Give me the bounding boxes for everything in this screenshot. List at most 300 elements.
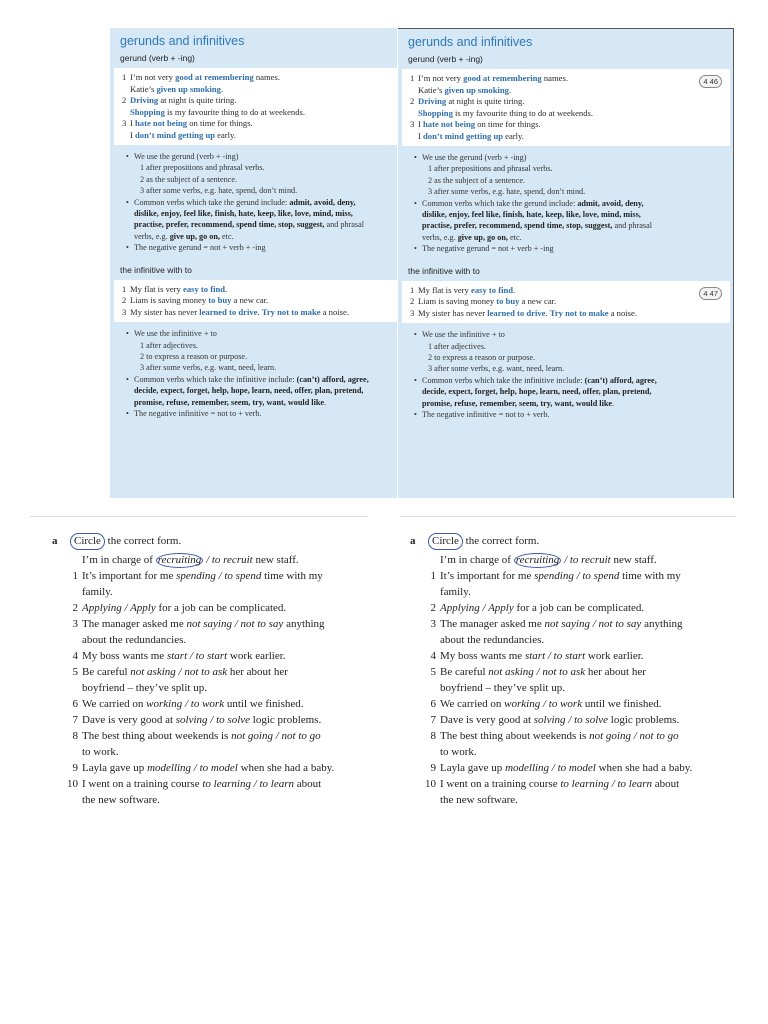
example-sentence [418, 131, 724, 143]
exercise-item [410, 696, 720, 712]
exercise-item [52, 680, 362, 696]
item-text: for a job can be complicated. [155, 602, 287, 614]
highlighted-phrase: good at remembering [463, 73, 542, 83]
example-item [52, 552, 362, 568]
exercise-item [52, 760, 362, 776]
rule-text: The negative gerund = not + verb + -ing [422, 244, 554, 254]
highlighted-phrase: don’t mind getting up [135, 129, 216, 140]
bold-verb-list: (can’t) afford, agree, [296, 374, 369, 384]
gerund-subtitle: gerund (verb + -ing) [120, 53, 195, 63]
answer-option[interactable]: solving / to solve [533, 714, 609, 726]
highlighted-phrase: learned to drive [199, 306, 258, 317]
example-number: 1 [122, 72, 127, 82]
exercise-a-left [52, 530, 362, 808]
example-sentence [122, 72, 397, 84]
item-text: The manager asked me [440, 618, 545, 630]
item-text: family. [440, 586, 471, 598]
answer-option[interactable]: not saying / not to say [544, 618, 642, 630]
rule-subpoint [126, 362, 397, 373]
rule-continuation [126, 385, 397, 396]
item-number: 8 [430, 730, 436, 742]
sentence-text: Katie’s [130, 83, 157, 94]
exercise-item [52, 568, 362, 584]
item-number: 6 [430, 698, 436, 710]
sentence-text: My flat is very [130, 283, 183, 294]
item-text: boyfriend – they’ve split up. [440, 682, 565, 694]
rule-text: The negative gerund = not + verb + -ing [134, 243, 266, 253]
sentence-text: I’m not very [418, 73, 464, 83]
bold-verb-list: practise, prefer, recommend, spend time, stop, suggest, [134, 220, 325, 230]
highlighted-phrase: hate not being [135, 118, 188, 128]
exercise-item [52, 632, 362, 648]
highlighted-phrase: given up smoking [444, 84, 509, 95]
example-number: 1 [122, 283, 127, 294]
infinitive-subtitle: the infinitive with to [408, 265, 480, 276]
example-sentence [410, 96, 724, 108]
bold-verb-list: practise, prefer, recommend, spend time, stop, suggest, [422, 221, 613, 231]
sentence-text: . [225, 283, 228, 294]
answer-option[interactable]: modelling / to model [505, 762, 596, 774]
answer-option[interactable]: to learning / to learn [560, 778, 653, 790]
item-number: 7 [430, 714, 436, 726]
exercise-item [410, 616, 720, 632]
sentence-text: My sister has never [418, 307, 488, 318]
rule-text: Common verbs which take the gerund include: [134, 197, 290, 207]
example-sentence [418, 108, 724, 120]
example-sentence [122, 306, 397, 319]
highlighted-phrase: hate not being [423, 119, 476, 129]
circle-instruction-word: Circle [70, 533, 105, 550]
item-text: The manager asked me [82, 618, 187, 630]
item-text: Be careful [440, 666, 489, 678]
exercise-item [410, 760, 720, 776]
sentence-text: . [257, 306, 262, 317]
example-number: 2 [410, 296, 415, 307]
exercise-item [52, 792, 362, 808]
answer-option[interactable]: spending / to spend [534, 570, 620, 582]
infinitive-examples-box [114, 280, 397, 323]
sentence-text: . [220, 83, 224, 94]
item-text: her about her [585, 666, 646, 678]
rule-text: Common verbs which take the gerund include: [422, 198, 578, 208]
item-text: I’m in charge of [440, 554, 514, 566]
answer-option[interactable]: start / to start [166, 650, 228, 662]
rule-text: We use the gerund (verb + [422, 153, 511, 162]
item-text: The best thing about weekends is [82, 730, 232, 742]
rule-text: The negative infinitive = not to + verb. [134, 409, 262, 418]
item-text: her about her [227, 666, 288, 678]
rule-subpoint [126, 340, 397, 351]
item-text: work earlier. [585, 650, 644, 662]
example-sentence [122, 95, 397, 107]
rule-subpoint [414, 163, 724, 174]
item-text: about [294, 778, 322, 790]
highlighted-phrase: Shopping [130, 106, 165, 117]
highlighted-phrase: easy to find [471, 284, 514, 295]
infinitive-rules [120, 322, 397, 423]
item-text: It’s important for me [440, 570, 535, 582]
item-text: about [652, 778, 680, 790]
example-sentence [410, 307, 724, 320]
sentence-text: Liam is saving money [418, 296, 497, 307]
rule-bullet [414, 329, 724, 340]
exercise-item [410, 632, 720, 648]
answer-option[interactable]: Applying / Apply [82, 602, 156, 614]
item-number: 2 [72, 602, 78, 614]
rule-subpoint [414, 352, 724, 363]
sentence-text: names. [253, 72, 280, 82]
answer-option[interactable]: not going / not to go [589, 730, 679, 742]
highlighted-phrase: Shopping [418, 107, 453, 118]
rule-text: 3 after some verbs, e.g. hate, spend, don’t mind. [428, 187, 586, 197]
rule-bullet [126, 374, 397, 385]
circled-answer[interactable]: recruiting [157, 554, 202, 566]
item-number: 6 [72, 698, 78, 710]
sentence-text: names. [541, 73, 568, 83]
sentence-text: . [508, 84, 512, 95]
sentence-text: . [513, 284, 516, 295]
answer-option[interactable]: / [561, 554, 570, 566]
example-sentence [410, 119, 724, 131]
rule-subpoint [414, 341, 724, 352]
rule-bullet [126, 408, 397, 419]
item-number: 3 [72, 618, 78, 630]
highlighted-phrase: Driving [418, 96, 447, 106]
item-number: 2 [430, 602, 436, 614]
item-text: I went on a training course [440, 778, 561, 790]
item-number: 9 [72, 762, 78, 774]
rule-text: etc. [219, 231, 234, 241]
exercise-item [52, 648, 362, 664]
example-number: 2 [122, 295, 127, 306]
gerund-subtitle: gerund (verb + -ing) [408, 54, 483, 64]
circle-instruction-word: Circle [428, 533, 463, 550]
sentence-text: I’m not very [130, 72, 176, 82]
sentence-text: a new car. [519, 296, 557, 307]
bold-verb-list: decide, expect, forget, help, hope, learn, need, offer, plan, pretend, [134, 386, 364, 396]
answer-option[interactable]: not going / not to go [231, 730, 321, 742]
item-text: My boss wants me [440, 650, 525, 662]
sentence-text: is my favourite thing to do at weekends. [452, 107, 593, 118]
highlighted-phrase: Driving [130, 95, 159, 105]
rule-continuation [414, 386, 724, 397]
rule-text: and phrasal [324, 220, 364, 230]
item-text: Dave is very good at [440, 714, 534, 726]
item-text: until we finished. [582, 698, 662, 710]
item-text: I went on a training course [82, 778, 203, 790]
example-sentence [130, 107, 397, 119]
exercise-item [52, 584, 362, 600]
example-sentence [122, 295, 397, 307]
item-text: new staff. [610, 554, 657, 566]
example-number: 3 [410, 119, 415, 129]
sentence-text: on time for things. [475, 119, 541, 129]
divider-line [400, 516, 736, 517]
infinitive-rules [408, 323, 724, 424]
rule-text: 3 after some verbs, e.g. want, need, learn. [428, 364, 565, 374]
rule-continuation [126, 397, 397, 408]
grammar-inner [398, 33, 734, 424]
bold-verb-list: dislike, enjoy, feel like, finish, hate, keep, like, love, mind, miss, [422, 210, 641, 220]
highlighted-phrase: to buy [496, 296, 520, 307]
answer-option[interactable]: to learning / to learn [202, 778, 295, 790]
rule-text: 3 after some verbs, e.g. hate, spend, don’t mind. [140, 186, 298, 196]
rule-bullet [126, 151, 397, 162]
item-number: 3 [430, 618, 436, 630]
exercise-item [410, 728, 720, 744]
rule-text: -ing [510, 153, 524, 162]
sentence-text: My flat is very [418, 284, 471, 295]
exercise-a-right [410, 530, 720, 808]
rule-subpoint [414, 363, 724, 374]
example-number: 2 [410, 96, 415, 106]
example-sentence [418, 85, 724, 97]
grammar-panel-full [398, 28, 734, 498]
exercise-item [410, 776, 720, 792]
item-text: time with my [619, 570, 681, 582]
exercise-item [410, 648, 720, 664]
gerund-rules [120, 145, 397, 258]
rule-text: ) [235, 152, 239, 161]
rule-subpoint [126, 351, 397, 362]
example-number: 3 [122, 118, 127, 128]
rule-bullet [126, 328, 397, 339]
rule-text: -ing [222, 152, 236, 161]
rule-text: Common verbs which take the infinitive include: [134, 374, 297, 384]
answer-option[interactable]: not asking / not to ask [488, 666, 586, 678]
bold-verb-list: give up, go on, [457, 232, 508, 242]
item-text: Dave is very good at [82, 714, 176, 726]
rule-text: 3 after some verbs, e.g. want, need, learn. [140, 363, 277, 373]
rule-continuation [414, 232, 724, 243]
item-text: We carried on [82, 698, 147, 710]
sentence-text: I [418, 119, 424, 129]
grammar-panel-cropped [110, 28, 397, 498]
item-text: family. [82, 586, 113, 598]
rule-text: We use the gerund (verb + [134, 152, 223, 161]
highlighted-phrase: don’t mind getting up [423, 130, 504, 141]
audio-track-badge[interactable]: 4 46 [699, 75, 722, 88]
rule-bullet [414, 375, 724, 386]
rule-text: 2 to express a reason or purpose. [140, 351, 248, 361]
item-text: boyfriend – they’ve split up. [82, 682, 207, 694]
exercise-item [52, 664, 362, 680]
rule-subpoint [126, 174, 397, 185]
infinitive-subtitle: the infinitive with to [120, 264, 192, 275]
item-number: 10 [425, 778, 436, 790]
rule-text: The negative infinitive = not to + verb. [422, 410, 550, 419]
answer-option[interactable]: start / to start [524, 650, 586, 662]
rule-continuation [414, 220, 724, 231]
item-text: It’s important for me [82, 570, 177, 582]
answer-option[interactable]: solving / to solve [175, 714, 251, 726]
highlighted-phrase: good at remembering [175, 72, 254, 82]
item-text: We carried on [440, 698, 505, 710]
highlighted-phrase: to buy [208, 295, 232, 306]
exercise-item [410, 664, 720, 680]
bold-verb-list: (can’t) afford, agree, [584, 375, 657, 385]
bold-verb-list: admit, avoid, deny, [289, 197, 356, 207]
rule-bullet [126, 242, 397, 253]
exercise-instruction [410, 530, 720, 552]
exercise-item [410, 712, 720, 728]
rule-text: 2 to express a reason or purpose. [428, 352, 536, 362]
sentence-text: Katie’s [418, 84, 445, 95]
infinitive-examples-box [402, 281, 730, 324]
item-text: Layla gave up [82, 762, 148, 774]
example-sentence [130, 84, 397, 96]
highlighted-phrase: Try not to make [261, 306, 321, 317]
item-number: 10 [67, 778, 78, 790]
rule-text: etc. [507, 232, 522, 242]
exercise-item [52, 600, 362, 616]
example-sentence [410, 284, 724, 297]
sentence-text: Liam is saving money [130, 295, 209, 306]
item-number: 1 [430, 570, 436, 582]
rule-text: ) [523, 153, 527, 162]
sentence-text: at night is quite tiring. [446, 96, 525, 106]
item-number: 4 [430, 650, 436, 662]
sentence-text: is my favourite thing to do at weekends. [164, 106, 305, 117]
sentence-text: . [545, 307, 550, 318]
answer-option[interactable]: working / to work [504, 698, 583, 710]
answer-option[interactable]: spending / to spend [176, 570, 262, 582]
example-number: 1 [410, 284, 415, 295]
answer-option[interactable]: / [203, 554, 212, 566]
rule-subpoint [126, 162, 397, 173]
bold-verb-list: give up, go on, [169, 231, 220, 241]
bold-verb-list: decide, expect, forget, help, hope, learn, need, offer, plan, pretend, [422, 387, 652, 397]
item-text: when she had a baby. [595, 762, 693, 774]
item-number: 5 [72, 666, 78, 678]
item-text: the new software. [82, 794, 160, 806]
item-text: new staff. [252, 554, 299, 566]
rule-subpoint [414, 186, 724, 197]
answer-option[interactable]: to recruit [211, 554, 253, 566]
sentence-text: a noise. [320, 306, 349, 317]
item-number: 1 [72, 570, 78, 582]
item-number: 5 [430, 666, 436, 678]
grammar-inner [110, 32, 397, 423]
rule-text: 1 after adjectives. [428, 341, 486, 351]
sentence-text: I [418, 130, 424, 141]
exercise-item [52, 776, 362, 792]
sentence-text: early. [503, 130, 524, 141]
rule-text: 1 after prepositions and phrasal verbs. [428, 164, 553, 174]
rule-text: . [324, 397, 327, 407]
rule-text: verbs, e.g. [134, 231, 170, 241]
item-text: until we finished. [224, 698, 304, 710]
rule-text: 2 as the subject of a sentence. [428, 175, 526, 185]
item-text: the new software. [440, 794, 518, 806]
example-sentence [410, 73, 724, 85]
rule-text: 1 after adjectives. [140, 340, 198, 350]
rule-text: Common verbs which take the infinitive include: [422, 375, 585, 385]
example-number: 3 [122, 306, 127, 317]
sentence-text: I [130, 118, 136, 128]
exercise-letter: a [410, 535, 416, 547]
example-sentence [410, 296, 724, 308]
item-number: 9 [430, 762, 436, 774]
rule-bullet [414, 198, 724, 209]
bold-verb-list: dislike, enjoy, feel like, finish, hate, keep, like, love, mind, miss, [134, 209, 353, 219]
rule-continuation [126, 208, 397, 219]
rule-bullet [126, 197, 397, 208]
item-number: 8 [72, 730, 78, 742]
item-text: about the redundancies. [82, 634, 187, 646]
sentence-text: a noise. [608, 307, 637, 318]
item-text: anything [641, 618, 683, 630]
rule-text: 2 as the subject of a sentence. [140, 174, 238, 184]
answer-option[interactable]: to recruit [569, 554, 611, 566]
rule-continuation [126, 231, 397, 242]
exercise-item [410, 600, 720, 616]
answer-option[interactable]: modelling / to model [147, 762, 238, 774]
rule-continuation [414, 398, 724, 409]
example-number: 2 [122, 95, 127, 105]
instruction-text: the correct form. [462, 535, 540, 547]
example-sentence [122, 118, 397, 130]
sentence-text: I [130, 129, 136, 140]
rule-subpoint [414, 175, 724, 186]
audio-track-badge[interactable]: 4 47 [699, 287, 722, 300]
answer-option[interactable]: not asking / not to ask [130, 666, 228, 678]
item-text: work earlier. [227, 650, 286, 662]
item-number: 4 [72, 650, 78, 662]
rule-bullet [414, 409, 724, 420]
instruction-text: the correct form. [104, 535, 182, 547]
item-text: to work. [440, 746, 477, 758]
exercise-item [52, 616, 362, 632]
rule-continuation [414, 209, 724, 220]
exercise-letter: a [52, 535, 58, 547]
rule-text: We use the infinitive + to [422, 330, 505, 340]
rule-bullet [414, 243, 724, 254]
rule-text: 1 after prepositions and phrasal verbs. [140, 163, 265, 173]
exercise-item [410, 744, 720, 760]
rule-text: verbs, e.g. [422, 232, 458, 242]
answer-option[interactable]: working / to work [146, 698, 225, 710]
rule-text: . [612, 398, 615, 408]
rule-text: We use the infinitive + to [134, 329, 217, 339]
rule-continuation [126, 219, 397, 230]
item-text: anything [283, 618, 325, 630]
sentence-text: My sister has never [130, 306, 200, 317]
section-title: gerunds and infinitives [408, 35, 533, 49]
gerund-examples-box [402, 69, 730, 146]
example-sentence [122, 283, 397, 296]
item-text: about the redundancies. [440, 634, 545, 646]
item-text: Layla gave up [440, 762, 506, 774]
answer-option[interactable]: not saying / not to say [186, 618, 284, 630]
sentence-text: on time for things. [187, 118, 253, 128]
rule-text: and phrasal [612, 221, 652, 231]
circled-answer[interactable]: recruiting [515, 554, 560, 566]
gerund-rules [408, 146, 724, 259]
answer-option[interactable]: Applying / Apply [440, 602, 514, 614]
item-text: Be careful [82, 666, 131, 678]
item-text: The best thing about weekends is [440, 730, 590, 742]
example-item [410, 552, 720, 568]
sentence-text: at night is quite tiring. [158, 95, 237, 105]
rule-subpoint [126, 185, 397, 196]
example-number: 1 [410, 73, 415, 83]
bold-verb-list: promise, refuse, remember, seem, try, want, would like [422, 398, 613, 408]
highlighted-phrase: learned to drive [487, 307, 546, 318]
rule-bullet [414, 152, 724, 163]
exercise-item [52, 712, 362, 728]
item-text: time with my [261, 570, 323, 582]
